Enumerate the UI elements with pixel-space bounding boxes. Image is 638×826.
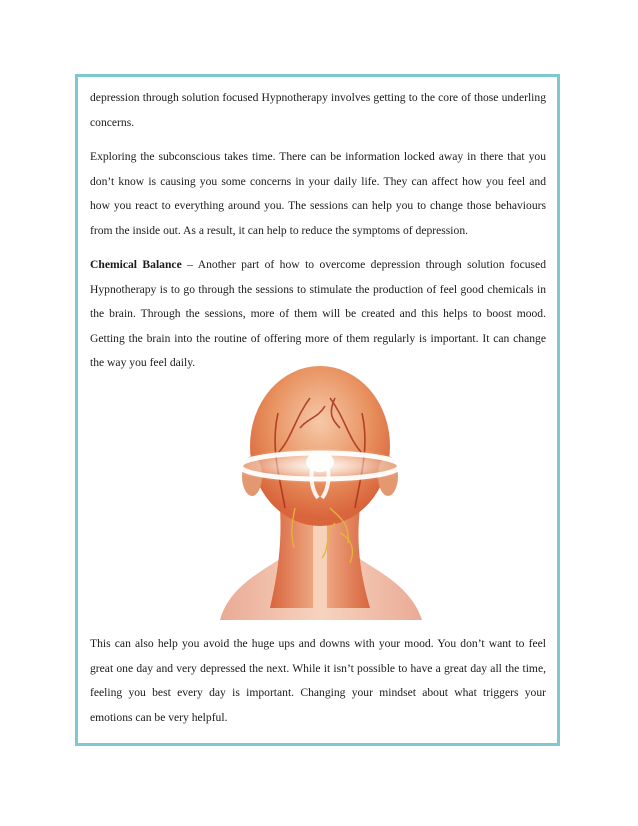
section-heading-chemical-balance: Chemical Balance xyxy=(90,258,182,271)
paragraph-mood: This can also help you avoid the huge ups and downs with your mood. You don’t want to feel great one day and very depressed the next. While it isn’t possible to have a great day all the time, feeling you best every day is important. Changing your mindset about what triggers your emotions can be very helpful. xyxy=(90,637,546,724)
head-anatomy-illustration xyxy=(200,358,440,620)
paragraph-chemical-balance-body: – Another part of how to overcome depression through solution focused Hypnotherapy is to go through the sessions to stimulate the production of feel good chemicals in the brain. Through the sessions, more of them will be created and this helps to boost mood. Getting the brain into the routine of offering more of them regularly is important. It can change the way you feel daily. xyxy=(90,258,546,369)
document-body-bottom xyxy=(90,632,546,730)
head-shape xyxy=(250,366,390,526)
paragraph-intro: depression through solution focused Hypnotherapy involves getting to the core of those underling concerns. xyxy=(90,91,546,129)
document-body xyxy=(90,86,546,376)
paragraph-subconscious: Exploring the subconscious takes time. There can be information locked away in there that you don’t know is causing you some concerns in your daily life. They can affect how you feel and how you react to everything around you. The sessions can help you to change those behaviours from the inside out. As a result, it can help to reduce the symptoms of depression. xyxy=(90,150,546,237)
